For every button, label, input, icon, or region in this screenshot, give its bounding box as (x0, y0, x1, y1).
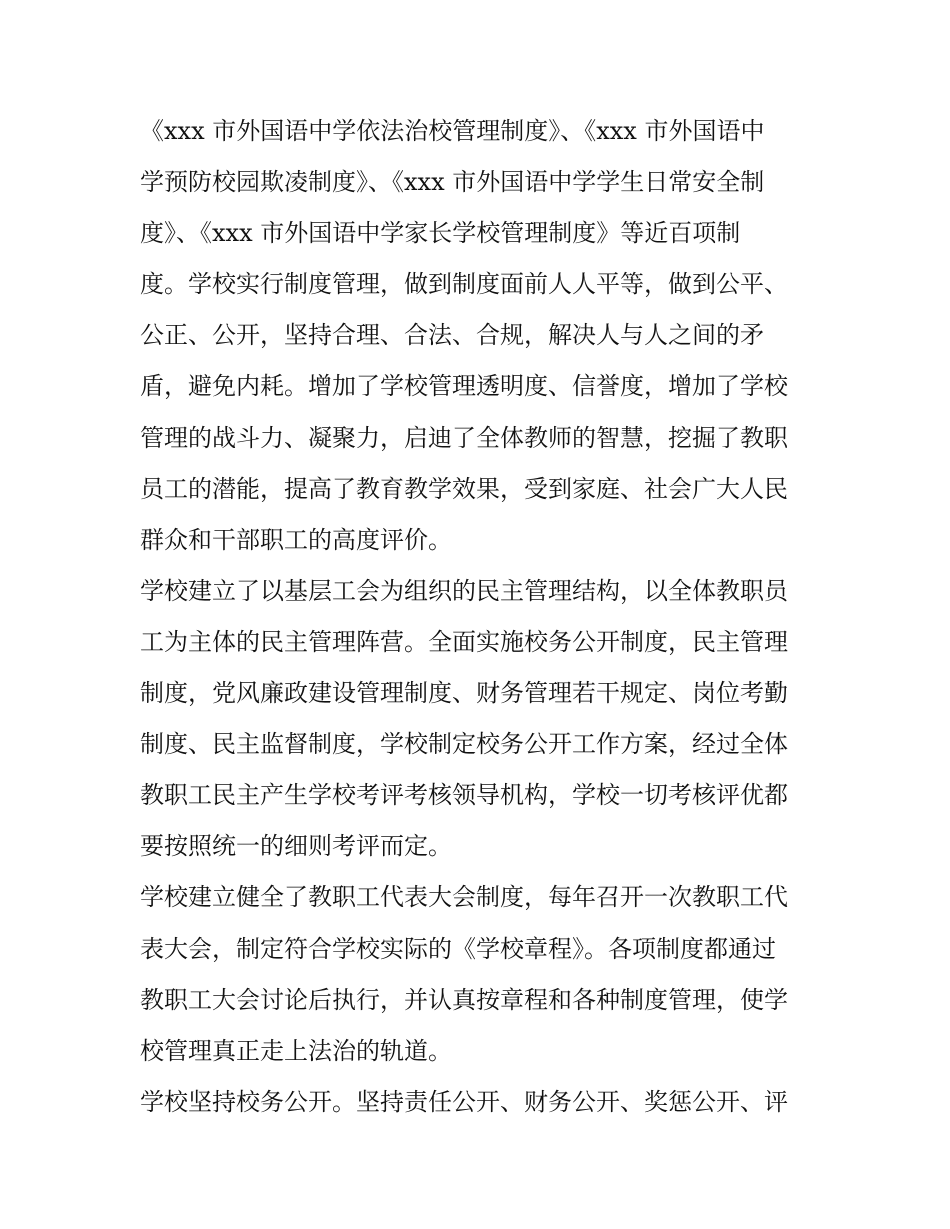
text-line: 员工的潜能，提高了教育教学效果，受到家庭、社会广大人民 (140, 474, 788, 503)
text-line: 管理的战斗力、凝聚力，启迪了全体教师的智慧，挖掘了教职 (140, 423, 788, 452)
text-line: 要按照统一的细则考评而定。 (140, 832, 452, 861)
text-line: 校管理真正走上法治的轨道。 (140, 1036, 452, 1065)
text-line: 群众和干部职工的高度评价。 (140, 525, 452, 554)
text-line: 度》、《xxx 市外国语中学家长学校管理制度》等近百项制 (140, 219, 741, 248)
text-line: 学校建立了以基层工会为组织的民主管理结构，以全体教职员 (140, 576, 788, 605)
text-line: 教职工大会讨论后执行，并认真按章程和各种制度管理，使学 (140, 985, 788, 1014)
text-line: 制度、民主监督制度，学校制定校务公开工作方案，经过全体 (140, 730, 788, 759)
text-line: 学校建立健全了教职工代表大会制度，每年召开一次教职工代 (140, 883, 788, 912)
text-line: 度。学校实行制度管理，做到制度面前人人平等，做到公平、 (140, 270, 788, 299)
text-line: 公正、公开，坚持合理、合法、合规，解决人与人之间的矛 (140, 321, 764, 350)
text-line: 教职工民主产生学校考评考核领导机构，学校一切考核评优都 (140, 781, 788, 810)
text-line: 学预防校园欺凌制度》、《xxx 市外国语中学学生日常安全制 (140, 168, 765, 197)
text-line: 工为主体的民主管理阵营。全面实施校务公开制度，民主管理 (140, 627, 788, 656)
text-line: 《xxx 市外国语中学依法治校管理制度》、《xxx 市外国语中 (140, 117, 765, 145)
document-body (140, 106, 815, 1128)
text-line: 学校坚持校务公开。坚持责任公开、财务公开、奖惩公开、评 (140, 1087, 788, 1116)
text-line: 制度，党风廉政建设管理制度、财务管理若干规定、岗位考勤 (140, 679, 788, 708)
text-line: 表大会，制定符合学校实际的《学校章程》。各项制度都通过 (140, 934, 776, 963)
text-line: 盾，避免内耗。增加了学校管理透明度、信誉度，增加了学校 (140, 372, 788, 401)
